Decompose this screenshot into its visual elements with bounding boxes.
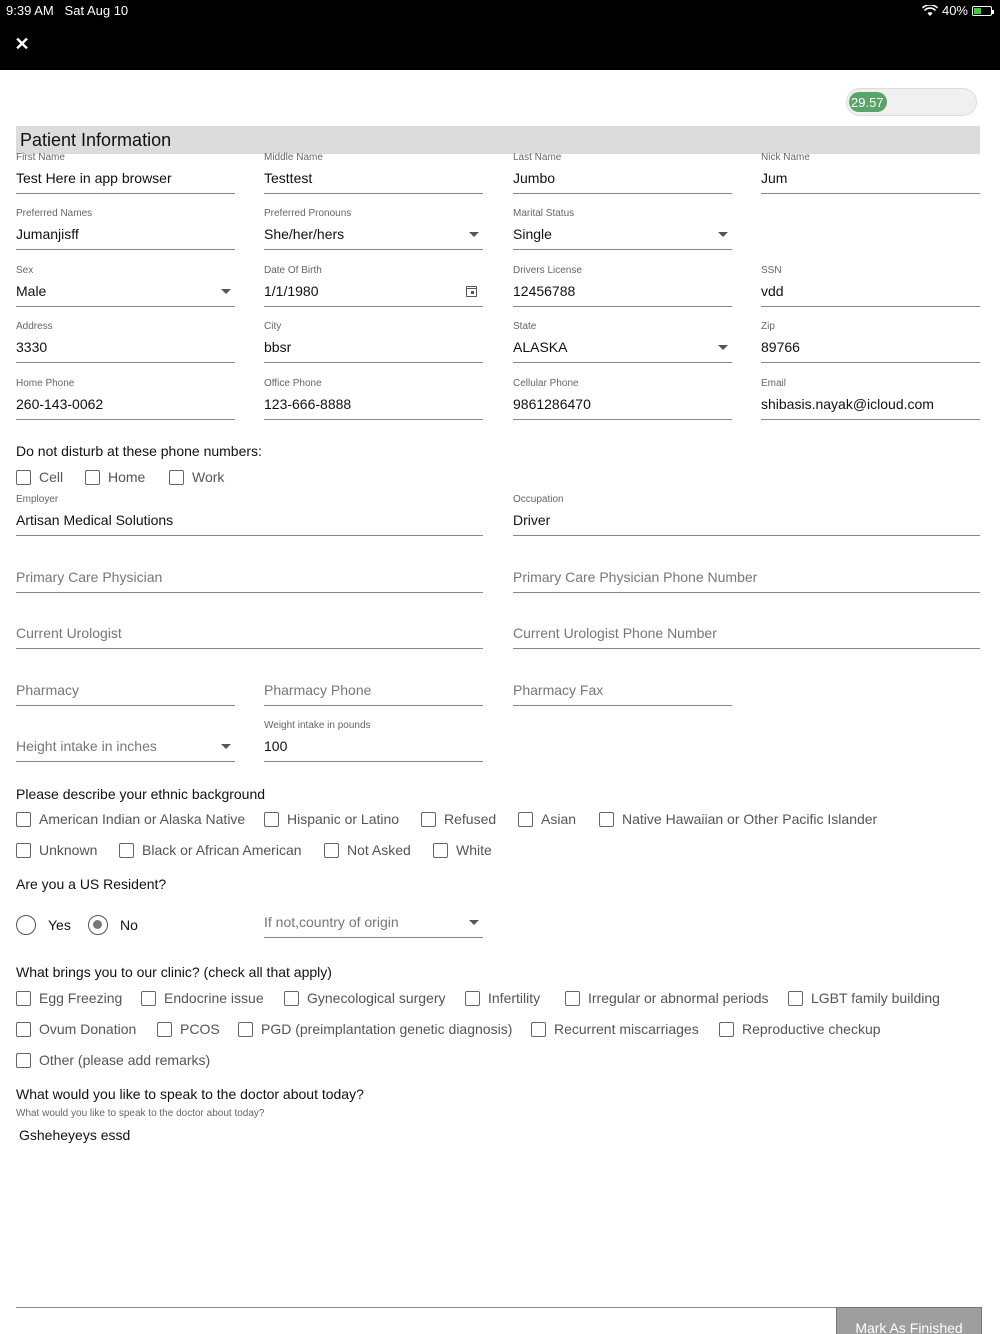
checkbox[interactable] xyxy=(169,470,184,485)
checkbox[interactable] xyxy=(16,991,31,1006)
ethnic-checkbox-not-asked[interactable]: Not Asked xyxy=(324,842,411,858)
checkbox[interactable] xyxy=(565,991,580,1006)
city-field[interactable]: City bbsr xyxy=(264,321,483,363)
ethnic-checkbox-asian[interactable]: Asian xyxy=(518,811,576,827)
chevron-down-icon xyxy=(469,232,479,237)
status-right xyxy=(922,3,992,18)
remarks-question: What would you like to speak to the doctor about today? xyxy=(16,1086,364,1102)
checkbox[interactable] xyxy=(16,812,31,827)
checkbox[interactable] xyxy=(719,1022,734,1037)
preferred-pronouns-select[interactable]: Preferred Pronouns She/her/hers xyxy=(264,208,483,250)
marital-status-select[interactable]: Marital Status Single xyxy=(513,208,732,250)
dnd-question: Do not disturb at these phone numbers: xyxy=(16,443,262,459)
progress-bar xyxy=(846,88,977,116)
chevron-down-icon xyxy=(718,232,728,237)
clinic-question: What brings you to our clinic? (check all that apply) xyxy=(16,964,332,980)
chevron-down-icon xyxy=(469,920,479,925)
section-title: Patient Information xyxy=(20,130,172,150)
middle-name-field[interactable]: Middle Name Testtest xyxy=(264,152,483,194)
clinic-checkbox-infertility[interactable]: Infertility xyxy=(465,990,540,1006)
ethnic-checkbox-hispanic[interactable]: Hispanic or Latino xyxy=(264,811,399,827)
preferred-names-field[interactable]: Preferred Names Jumanjisff xyxy=(16,208,235,250)
checkbox[interactable] xyxy=(264,812,279,827)
pcp-phone-field[interactable]: Primary Care Physician Phone Number xyxy=(513,551,980,593)
checkbox[interactable] xyxy=(324,843,339,858)
checkbox[interactable] xyxy=(16,1053,31,1068)
dnd-checkbox-home[interactable]: Home xyxy=(85,469,145,485)
date-of-birth-field[interactable]: Date Of Birth 1/1/1980 xyxy=(264,265,483,307)
weight-field[interactable]: Weight intake in pounds 100 xyxy=(264,720,483,762)
drivers-license-field[interactable]: Drivers License 12456788 xyxy=(513,265,732,307)
divider xyxy=(16,1307,836,1308)
checkbox[interactable] xyxy=(421,812,436,827)
pcp-field[interactable]: Primary Care Physician xyxy=(16,551,483,593)
zip-field[interactable]: Zip 89766 xyxy=(761,321,980,363)
remarks-textarea[interactable]: Gsheheyeys essd xyxy=(19,1127,131,1143)
employer-field[interactable]: Employer Artisan Medical Solutions xyxy=(16,494,483,536)
checkbox[interactable] xyxy=(157,1022,172,1037)
chevron-down-icon xyxy=(221,289,231,294)
urologist-phone-field[interactable]: Current Urologist Phone Number xyxy=(513,607,980,649)
battery-icon xyxy=(972,6,992,16)
ethnic-checkbox-white[interactable]: White xyxy=(433,842,492,858)
ethnic-checkbox-refused[interactable]: Refused xyxy=(421,811,496,827)
chevron-down-icon xyxy=(718,345,728,350)
clinic-checkbox-irregular-periods[interactable]: Irregular or abnormal periods xyxy=(565,990,769,1006)
ethnic-checkbox-american-indian[interactable]: American Indian or Alaska Native xyxy=(16,811,245,827)
checkbox[interactable] xyxy=(119,843,134,858)
checkbox[interactable] xyxy=(788,991,803,1006)
pharmacy-field[interactable]: Pharmacy xyxy=(16,664,235,706)
resident-question: Are you a US Resident? xyxy=(16,876,167,892)
status-time: 9:39 AM Sat Aug 10 xyxy=(6,3,129,18)
checkbox[interactable] xyxy=(16,470,31,485)
checkbox[interactable] xyxy=(16,1022,31,1037)
calendar-icon[interactable] xyxy=(466,286,477,297)
chevron-down-icon xyxy=(221,744,231,749)
checkbox[interactable] xyxy=(238,1022,253,1037)
ssn-field[interactable]: SSN vdd xyxy=(761,265,980,307)
clinic-checkbox-reproductive-checkup[interactable]: Reproductive checkup xyxy=(719,1021,881,1037)
ethnic-checkbox-unknown[interactable]: Unknown xyxy=(16,842,97,858)
cellular-phone-field[interactable]: Cellular Phone 9861286470 xyxy=(513,378,732,420)
sex-select[interactable]: Sex Male xyxy=(16,265,235,307)
close-button[interactable]: ✕ xyxy=(14,34,30,54)
checkbox[interactable] xyxy=(433,843,448,858)
ethnic-checkbox-black[interactable]: Black or African American xyxy=(119,842,302,858)
radio-circle-selected[interactable] xyxy=(88,915,108,935)
first-name-field[interactable]: First Name Test Here in app browser xyxy=(16,152,235,194)
clinic-checkbox-recurrent-miscarriages[interactable]: Recurrent miscarriages xyxy=(531,1021,699,1037)
state-select[interactable]: State ALASKA xyxy=(513,321,732,363)
home-phone-field[interactable]: Home Phone 260-143-0062 xyxy=(16,378,235,420)
resident-radio-yes[interactable]: Yes xyxy=(16,915,71,935)
clinic-checkbox-other[interactable]: Other (please add remarks) xyxy=(16,1052,210,1068)
progress-label: 29.57 xyxy=(851,95,884,110)
pharmacy-fax-field[interactable]: Pharmacy Fax xyxy=(513,664,732,706)
checkbox[interactable] xyxy=(599,812,614,827)
ethnic-checkbox-native-hawaiian[interactable]: Native Hawaiian or Other Pacific Islander xyxy=(599,811,877,827)
ethnic-question: Please describe your ethnic background xyxy=(16,786,266,802)
remarks-label: What would you like to speak to the doctor about today? xyxy=(16,1108,265,1119)
occupation-field[interactable]: Occupation Driver xyxy=(513,494,980,536)
urologist-field[interactable]: Current Urologist xyxy=(16,607,483,649)
status-bar xyxy=(0,0,1000,70)
clinic-checkbox-endocrine[interactable]: Endocrine issue xyxy=(141,990,264,1006)
checkbox[interactable] xyxy=(85,470,100,485)
resident-radio-no[interactable]: No xyxy=(88,915,138,935)
checkbox[interactable] xyxy=(141,991,156,1006)
email-field[interactable]: Email shibasis.nayak@icloud.com xyxy=(761,378,980,420)
dnd-checkbox-cell[interactable]: Cell xyxy=(16,469,63,485)
clinic-checkbox-ovum-donation[interactable]: Ovum Donation xyxy=(16,1021,136,1037)
battery-percent: 40% xyxy=(941,3,968,18)
clinic-checkbox-pgd[interactable]: PGD (preimplantation genetic diagnosis) xyxy=(238,1021,512,1037)
clinic-checkbox-lgbt[interactable]: LGBT family building xyxy=(788,990,940,1006)
dnd-checkbox-work[interactable]: Work xyxy=(169,469,224,485)
checkbox[interactable] xyxy=(465,991,480,1006)
mark-as-finished-button[interactable]: Mark As Finished xyxy=(836,1307,982,1334)
checkbox[interactable] xyxy=(518,812,533,827)
office-phone-field[interactable]: Office Phone 123-666-8888 xyxy=(264,378,483,420)
country-of-origin-select[interactable]: If not,country of origin xyxy=(264,896,483,938)
clinic-checkbox-pcos[interactable]: PCOS xyxy=(157,1021,220,1037)
pharmacy-phone-field[interactable]: Pharmacy Phone xyxy=(264,664,483,706)
clinic-checkbox-egg-freezing[interactable]: Egg Freezing xyxy=(16,990,122,1006)
height-select[interactable]: Height intake in inches xyxy=(16,720,235,762)
wifi-icon xyxy=(922,5,938,17)
checkbox[interactable] xyxy=(16,843,31,858)
checkbox[interactable] xyxy=(531,1022,546,1037)
section-header xyxy=(16,126,980,154)
checkbox[interactable] xyxy=(284,991,299,1006)
radio-circle[interactable] xyxy=(16,915,36,935)
address-field[interactable]: Address 3330 xyxy=(16,321,235,363)
clinic-checkbox-gyn-surgery[interactable]: Gynecological surgery xyxy=(284,990,446,1006)
last-name-field[interactable]: Last Name Jumbo xyxy=(513,152,732,194)
nick-name-field[interactable]: Nick Name Jum xyxy=(761,152,980,194)
